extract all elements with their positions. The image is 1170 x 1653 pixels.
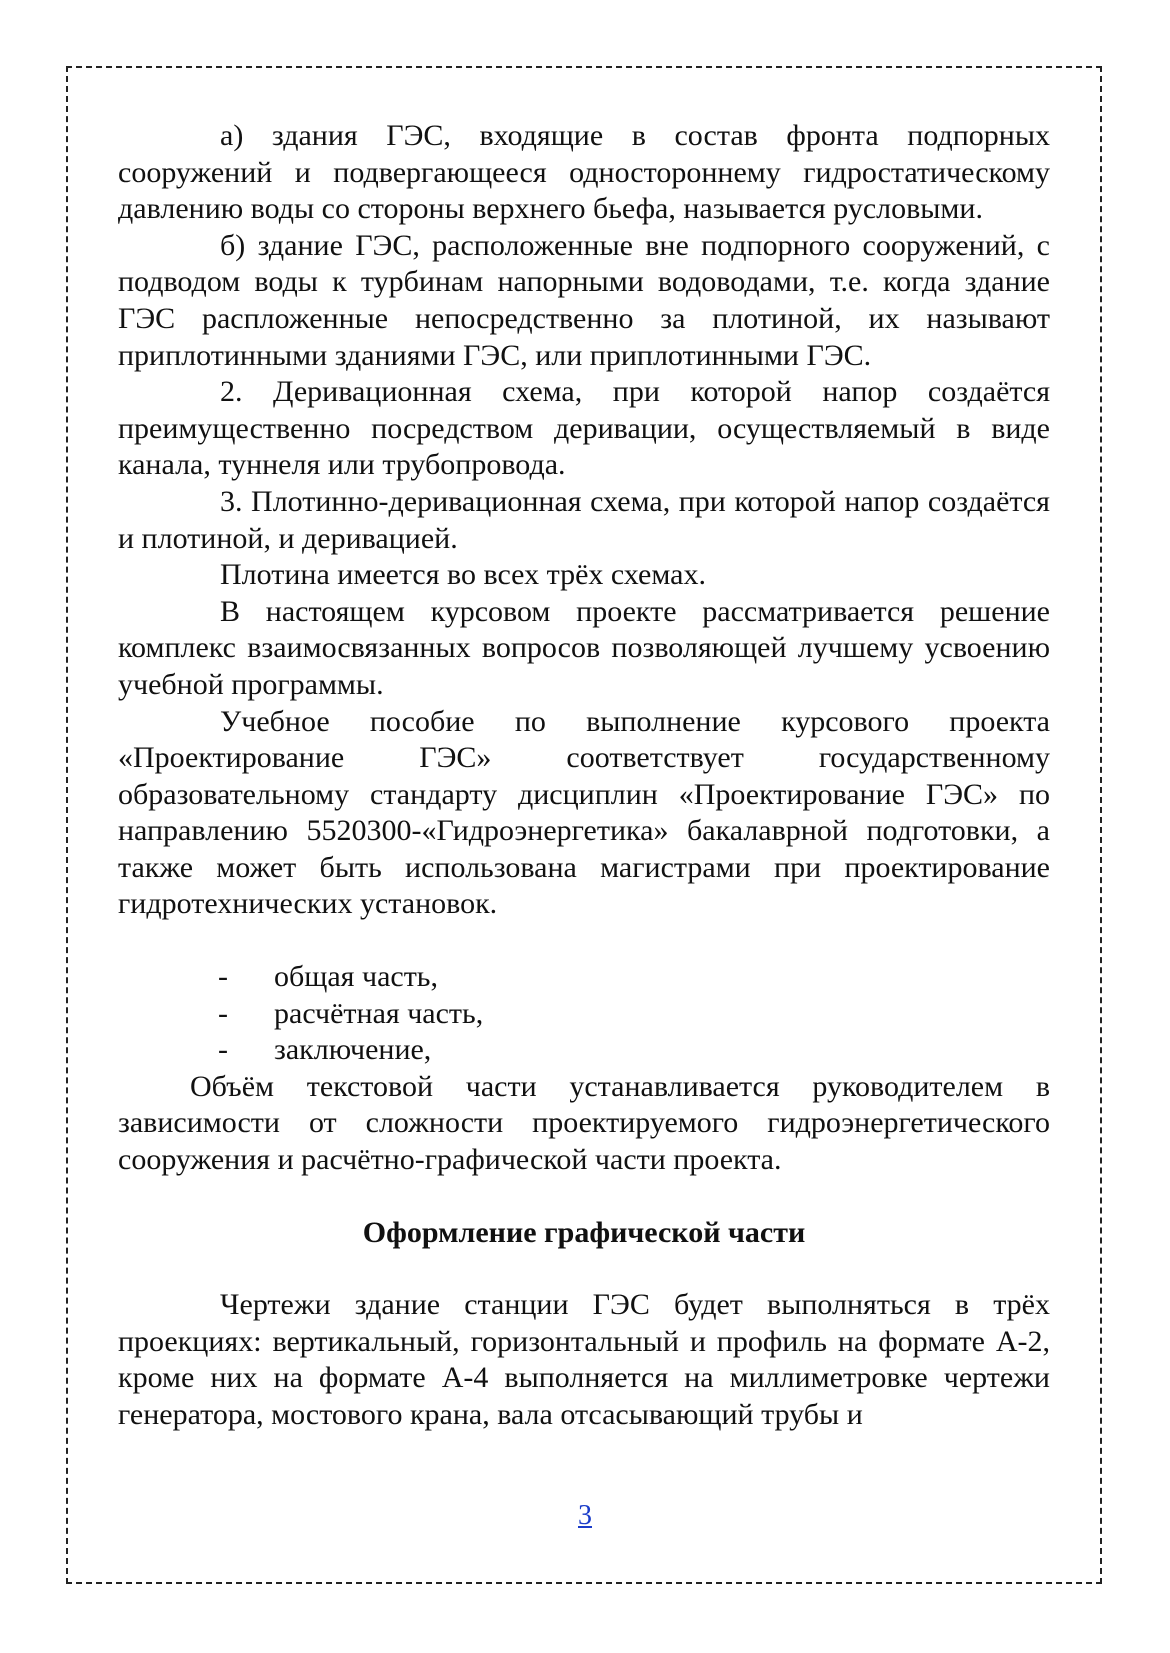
paragraph-text-volume: Объём текстовой части устанавливается руководителем в зависимости от сложности проектируемого гидроэнергетического сооружения и расчётно-графической части проекта.: [118, 1069, 1050, 1177]
paragraph-course-project: В настоящем курсовом проекте рассматривается решение комплекс взаимосвязанных вопросов позволяющей лучшему усвоению учебной программы.: [118, 594, 1050, 701]
section-heading: Оформление графической части: [362, 1215, 806, 1249]
paragraph-derivation-scheme: 2. Деривационная схема, при которой напор создаётся преимущественно посредством деривации, осуществляемый в виде канала, туннеля или трубопровода.: [118, 375, 1050, 482]
paragraph-dam-derivation-scheme: 3. Плотинно-деривационная схема, при которой напор создаётся и плотиной, и деривацией.: [118, 484, 1050, 555]
list-item-text: заключение,: [274, 1033, 432, 1067]
list-item: [118, 959, 1050, 996]
list-dash: -: [218, 1033, 228, 1067]
paragraph-study-guide: Учебное пособие по выполнение курсового проекта «Проектирование ГЭС» соответствует государственному образовательному стандарту дисциплин «Проектирование ГЭС» по направлению 5520300-«Гидроэнергетика» бакалаврной подготовки, а также может быть использована магистрами при проектирование гидротехнических установок.: [118, 704, 1050, 921]
list-dash: -: [218, 960, 228, 994]
list-item: [118, 1032, 1050, 1069]
page-number[interactable]: 3: [578, 1500, 592, 1531]
parts-list: [118, 959, 1050, 1069]
list-item-text: расчётная часть,: [274, 996, 484, 1030]
paragraph-drawings: Чертежи здание станции ГЭС будет выполняться в трёх проекциях: вертикальный, горизонтальный и профиль на формате А-2, кроме них на формате А-4 выполняется на миллиметровке чертежи генератора, мостового крана, вала отсасывающий трубы и: [118, 1288, 1050, 1431]
paragraph-dam-present: Плотина имеется во всех трёх схемах.: [220, 558, 706, 592]
list-item-text: общая часть,: [274, 960, 438, 994]
paragraph-a: а) здания ГЭС, входящие в состав фронта подпорных сооружений и подвергающееся одностороннему гидростатическому давлению воды со стороны верхнего бьефа, называется русловыми.: [118, 119, 1050, 226]
list-item: [118, 996, 1050, 1033]
paragraph-b: б) здание ГЭС, расположенные вне подпорного сооружений, с подводом воды к турбинам напорными водоводами, т.е. когда здание ГЭС распложенные непосредственно за плотиной, их называют приплотинными зданиями ГЭС, или приплотинными ГЭС.: [118, 228, 1050, 372]
document-body: [118, 118, 1050, 1434]
list-dash: -: [218, 996, 228, 1030]
